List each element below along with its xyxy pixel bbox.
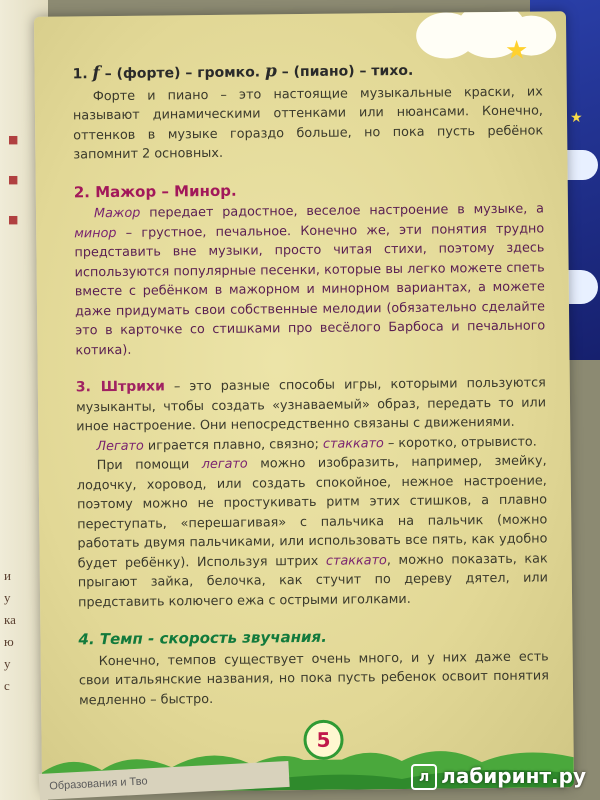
left-char: ю bbox=[4, 634, 14, 649]
section1-text: Форте и пиано – это настоящие музыкальные краски, их называют динамическими оттенками или нюансами. Конечно, оттенков в музыке гораздо больше, но пока пусть ребёнок запомнит 2 основных. bbox=[72, 83, 544, 163]
cloud-icon bbox=[406, 11, 557, 63]
star-icon: ★ bbox=[504, 35, 529, 66]
page-text bbox=[72, 59, 549, 710]
left-char: у bbox=[4, 656, 11, 671]
section2-heading: 2. Мажор – Минор. bbox=[73, 181, 237, 201]
section4-heading: 4. Темп - скорость звучания. bbox=[78, 627, 327, 649]
section3-examples: При помощи легато можно изобразить, например, змейку, лодочку, хоровод, или создать спокойное, нежное настроение, поэтому можно не простукивать ритм этих стишков, а плавно переступать, «перешагивая» с пальчика на пальчик (можно работать двумя пальчиками, или использовать все пять, как удобно будет ребёнку). Используя штрих стаккато, можно показать, как прыгают зайка, белочка, как стучит по дереву дятел, или представить колючего ежа с острыми иголками. bbox=[76, 453, 548, 610]
watermark: л лабиринт.ру bbox=[411, 764, 586, 791]
left-char: у bbox=[4, 590, 11, 605]
section2-text: Мажор передает радостное, веселое настроение в музыке, а минор – грустное, печальное. Конечно же, эти понятия трудно представить вне музыки, просто читая стихи, поэтому здесь используются популярные песенки, которые вы легко можете спеть вместе с ребёнком в мажорном и минорном вариантах, а можете даже придумать свои собственные мелодии (обязательно сделайте это в карточке со стишками про весёлого Барбоса и печального котика). bbox=[74, 201, 546, 358]
piano-symbol: p bbox=[264, 61, 277, 82]
left-page-chars bbox=[4, 565, 16, 697]
bottom-book-edge: Образования и Тво bbox=[39, 761, 290, 800]
section3-intro: 3. Штрихи – это разные способы игры, которыми пользуются музыканты, чтобы создать «узнаваемый» образ, передать то или иное настроение. Они непосредственно связаны с движениями. bbox=[75, 375, 547, 435]
page-number: 5 bbox=[303, 720, 343, 760]
left-char: и bbox=[4, 568, 11, 583]
section4-text: Конечно, темпов существует очень много, и у них даже есть свои итальянские названия, но пока пусть ребенок освоит понятия медленно – быстро. bbox=[78, 648, 549, 708]
book-page bbox=[34, 11, 574, 793]
star-icon: ★ bbox=[570, 110, 583, 126]
labirint-logo-icon: л bbox=[411, 764, 437, 790]
section3-heading: 3. Штрихи bbox=[75, 378, 165, 396]
section3-legato-staccato: Легато играется плавно, связно; стаккато – коротко, отрывисто. bbox=[96, 434, 537, 454]
left-char: ка bbox=[4, 612, 16, 627]
forte-symbol: f bbox=[92, 63, 100, 84]
left-char: с bbox=[4, 678, 10, 693]
left-page-marks: ■ ■ ■ bbox=[8, 133, 19, 226]
section1-heading: 1. f – (форте) – громко. p – (пиано) – тихо. bbox=[72, 61, 414, 84]
